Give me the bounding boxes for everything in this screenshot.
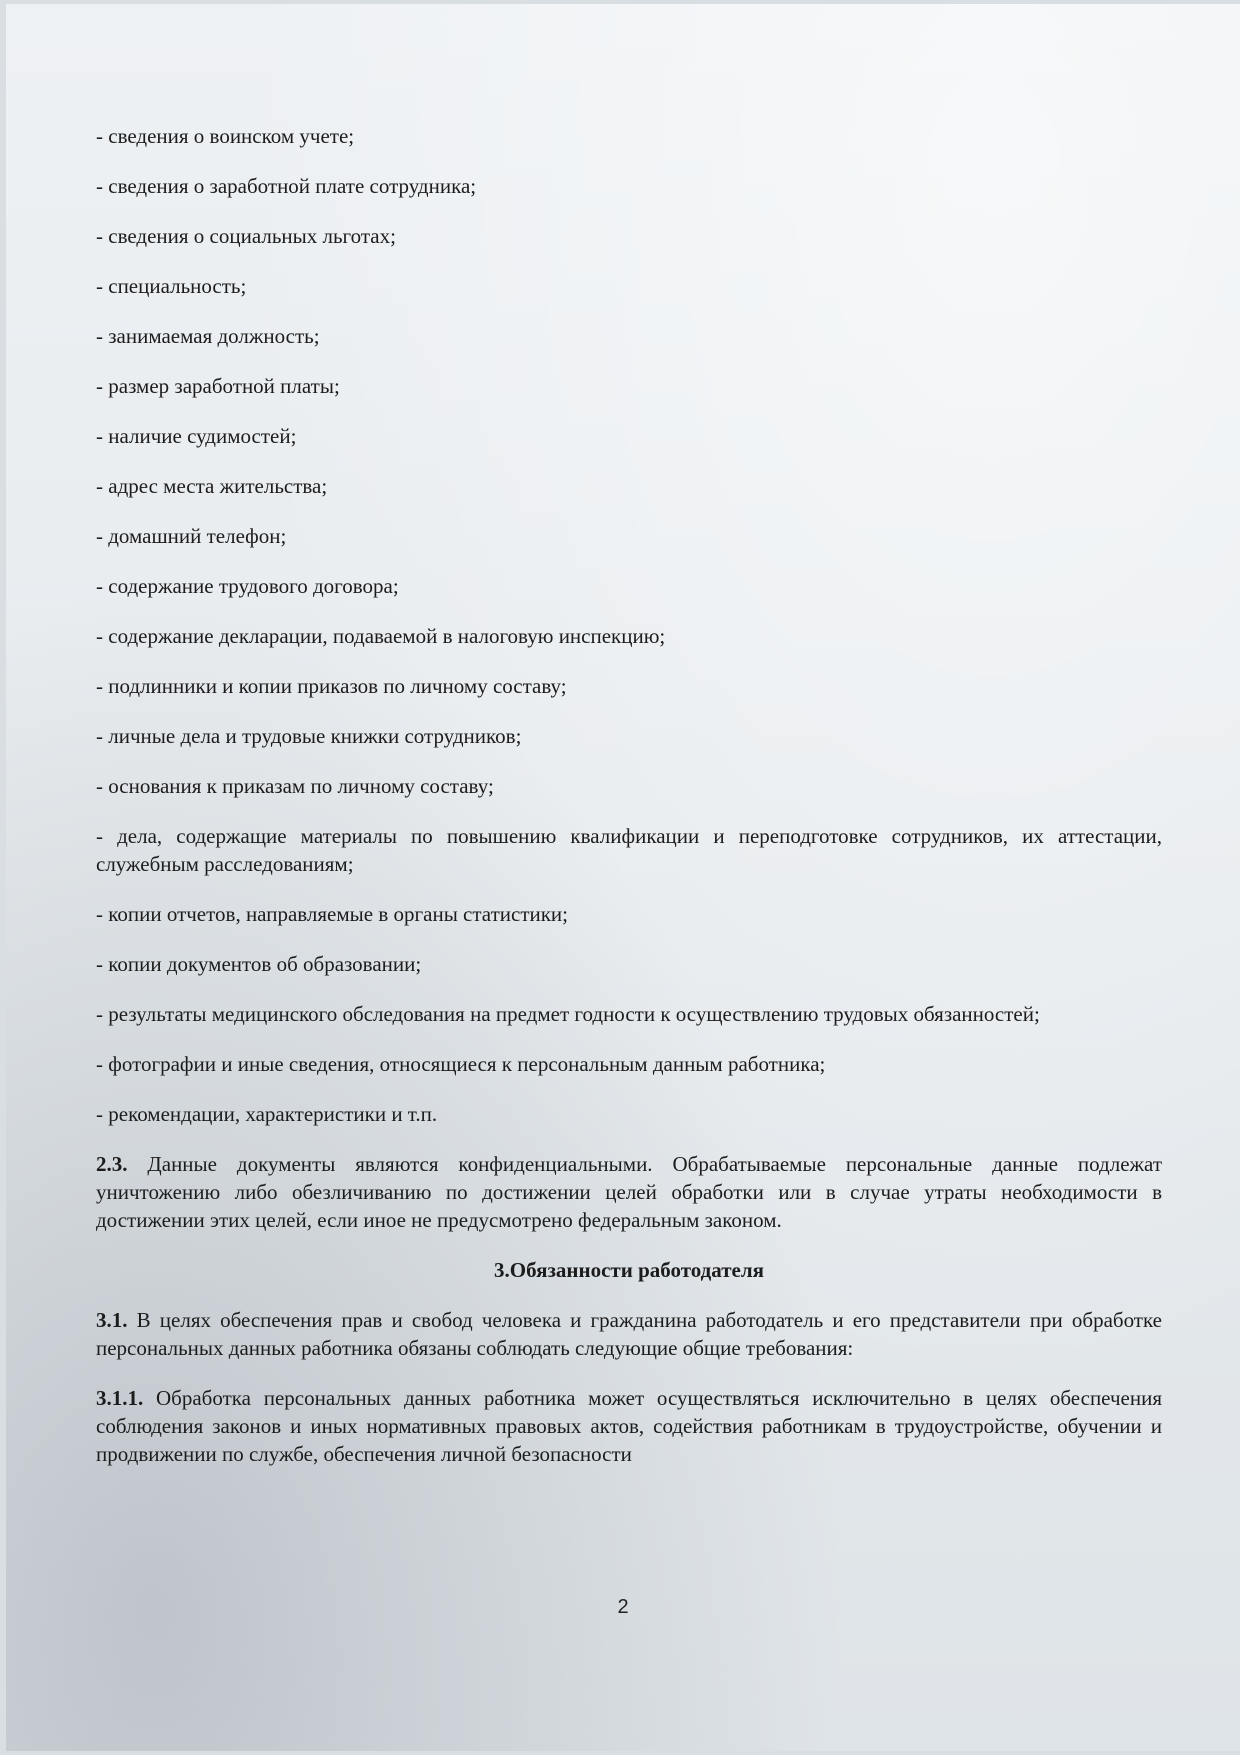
clause-2-3 — [96, 1150, 1162, 1234]
list-item: - копии отчетов, направляемые в органы статистики; — [96, 902, 569, 926]
list-item: - адрес места жительства; — [96, 474, 328, 498]
document-body — [96, 122, 1162, 1490]
document-page — [6, 4, 1240, 1751]
list-item: - сведения о социальных льготах; — [96, 224, 396, 248]
clause-2-3-text: Данные документы являются конфиденциальными. Обрабатываемые персональные данные подлежат уничтожению либо обезличиванию по достижении целей обработки или в случае утраты необходимости в достижении этих целей, если иное не предусмотрено федеральным законом. — [96, 1152, 1162, 1232]
clause-3-1-text: В целях обеспечения прав и свобод человека и гражданина работодатель и его представители при обработке персональных данных работника обязаны соблюдать следующие общие требования: — [96, 1308, 1162, 1360]
list-item: - содержание трудового договора; — [96, 574, 399, 598]
clause-3-1 — [96, 1306, 1162, 1362]
clause-2-3-number: 2.3. — [96, 1152, 128, 1176]
clause-3-1-number: 3.1. — [96, 1308, 128, 1332]
list-item: - домашний телефон; — [96, 524, 287, 548]
list-item: - сведения о заработной плате сотрудника; — [96, 174, 477, 198]
list-item: - копии документов об образовании; — [96, 952, 422, 976]
list-item: - рекомендации, характеристики и т.п. — [96, 1102, 438, 1126]
list-item: - размер заработной платы; — [96, 374, 340, 398]
clause-3-1-1 — [96, 1384, 1162, 1468]
list-item: - результаты медицинского обследования на предмет годности к осуществлению трудовых обязанностей; — [96, 1002, 1040, 1026]
list-item: - сведения о воинском учете; — [96, 124, 355, 148]
list-item: - подлинники и копии приказов по личному составу; — [96, 674, 567, 698]
list-item: - дела, содержащие материалы по повышению квалификации и переподготовке сотрудников, их аттестации, служебным расследованиям; — [96, 824, 1162, 876]
section-3-heading: 3.Обязанности работодателя — [494, 1258, 764, 1282]
clause-3-1-1-text: Обработка персональных данных работника может осуществляться исключительно в целях обеспечения соблюдения законов и иных нормативных правовых актов, содействия работникам в трудоустройстве, обучении и продвижении по службе, обеспечения личной безопасности — [96, 1386, 1162, 1466]
clause-3-1-1-number: 3.1.1. — [96, 1386, 144, 1410]
list-item: - наличие судимостей; — [96, 424, 297, 448]
list-item: - фотографии и иные сведения, относящиеся к персональным данным работника; — [96, 1052, 826, 1076]
list-item: - основания к приказам по личному составу; — [96, 774, 494, 798]
page-number: 2 — [617, 1596, 629, 1618]
list-item: - личные дела и трудовые книжки сотрудников; — [96, 724, 522, 748]
list-item: - занимаемая должность; — [96, 324, 320, 348]
list-item: - содержание декларации, подаваемой в налоговую инспекцию; — [96, 624, 666, 648]
list-item: - специальность; — [96, 274, 247, 298]
